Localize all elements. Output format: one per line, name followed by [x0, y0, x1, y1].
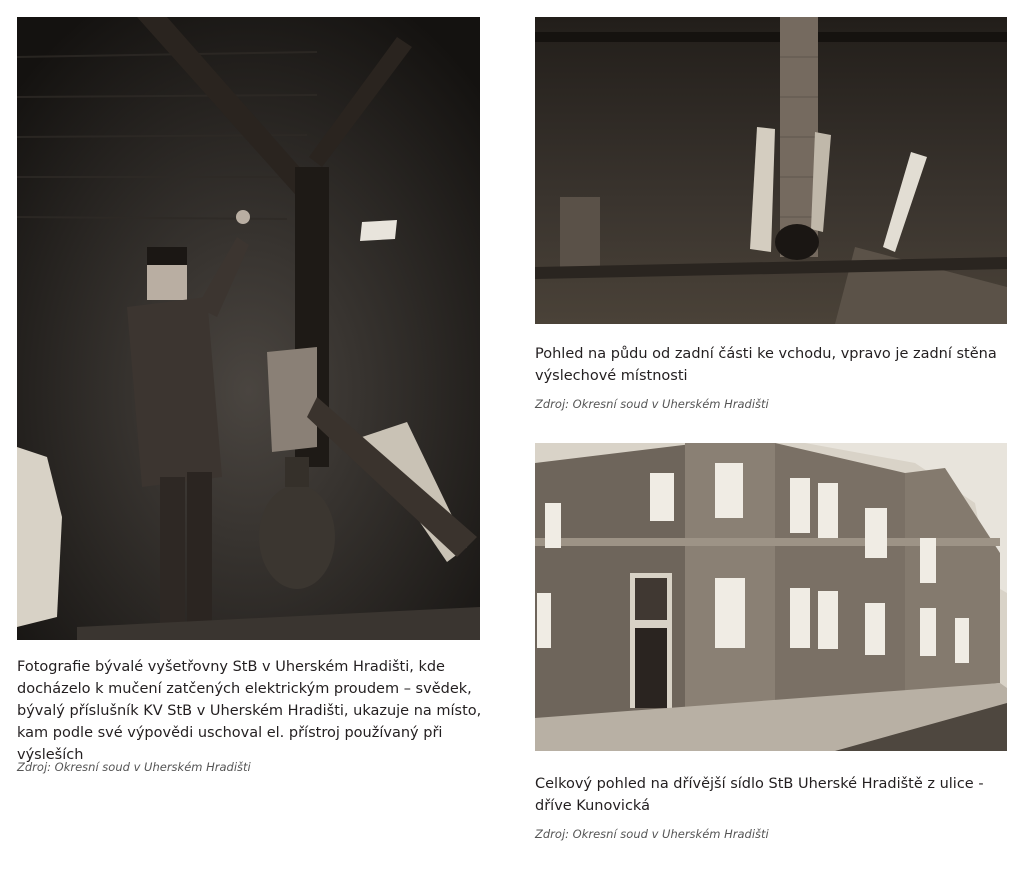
source-witness-photo: Zdroj: Okresní soud v Uherském Hradišti [17, 760, 251, 774]
caption-stb-building: Celkový pohled na dřívější sídlo StB Uherské Hradiště z ulice - dříve Kunovická [535, 776, 984, 814]
photo-witness-in-attic-image [17, 17, 480, 640]
caption-attic-view: Pohled na půdu od zadní části ke vchodu, vpravo je zadní stěna výslechové místnosti [535, 346, 997, 384]
photo-attic-view [535, 17, 1007, 324]
caption-witness-photo: Fotografie bývalé vyšetřovny StB v Uherském Hradišti, kde docházelo k mučení zatčených elektrickým proudem – svědek, bývalý příslušník KV StB v Uherském Hradišti, ukazuje na místo, kam podle své výpovědi uschoval el. přístroj používaný při výsleších [17, 659, 482, 763]
photo-stb-building-image [535, 443, 1007, 751]
photo-witness-in-attic [17, 17, 480, 640]
source-stb-building: Zdroj: Okresní soud v Uherském Hradišti [535, 827, 769, 841]
photo-attic-view-image [535, 17, 1007, 324]
photo-stb-building [535, 443, 1007, 751]
source-attic-view: Zdroj: Okresní soud v Uherském Hradišti [535, 397, 769, 411]
